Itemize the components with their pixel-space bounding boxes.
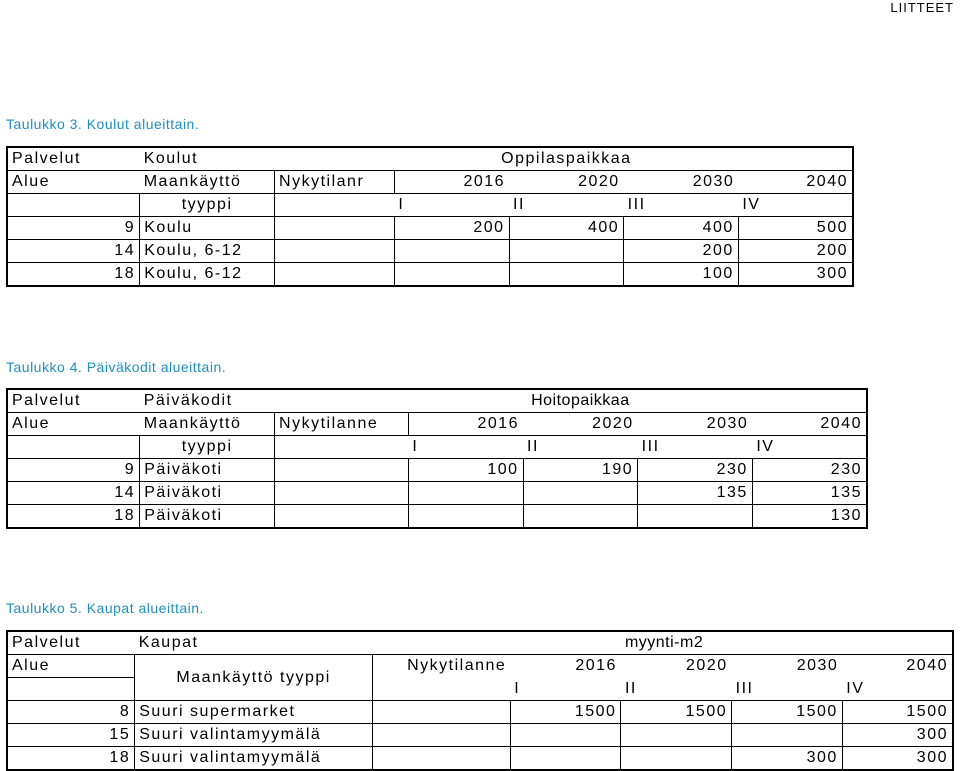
- header-phase-iv: IV: [752, 436, 867, 459]
- header-phase-i: I: [394, 194, 509, 217]
- header-alue: Alue: [12, 415, 51, 432]
- header-oppilaspaikkaa: Oppilaspaikkaa: [394, 147, 738, 171]
- header-phase-iii: III: [638, 436, 753, 459]
- area-cell: 14: [7, 482, 140, 505]
- value-2040: 230: [752, 459, 867, 482]
- header-kaupat: Kaupat: [135, 631, 373, 655]
- value-2016: 200: [394, 217, 509, 240]
- value-2020: 1500: [621, 701, 732, 724]
- table5-header-row-1: [7, 631, 953, 655]
- table4-header-row-2: [7, 413, 867, 436]
- value-2030: [638, 505, 753, 529]
- type-cell: Suuri valintamyymälä: [135, 747, 373, 771]
- area-cell: 18: [7, 747, 135, 771]
- table3-header-row-2: [7, 171, 853, 194]
- table4-header-row-1: [7, 389, 867, 413]
- header-phase-iii: III: [732, 678, 843, 701]
- header-alue: Alue: [7, 655, 135, 678]
- type-cell: Päiväkoti: [140, 482, 275, 505]
- header-maankaytto: Maankäyttö: [140, 171, 275, 194]
- type-cell: Suuri supermarket: [135, 701, 373, 724]
- value-2016: [510, 724, 621, 747]
- header-paivakodit: Päiväkodit: [140, 389, 275, 413]
- value-2030: 135: [638, 482, 753, 505]
- current-cell: [275, 505, 409, 529]
- header-2030: 2030: [796, 657, 839, 675]
- value-2016: [394, 240, 509, 263]
- table-row: [7, 459, 867, 482]
- type-cell: Päiväkoti: [140, 459, 275, 482]
- header-phase-iv: IV: [738, 194, 853, 217]
- value-2030: 400: [624, 217, 739, 240]
- header-2016: 2016: [463, 173, 506, 190]
- type-cell: Koulu: [140, 217, 275, 240]
- value-2020: [523, 482, 638, 505]
- value-2030: 200: [624, 240, 739, 263]
- value-2020: [621, 724, 732, 747]
- table-row: [7, 724, 953, 747]
- current-cell: [372, 701, 510, 724]
- value-2016: [408, 482, 523, 505]
- header-tyyppi: tyyppi: [140, 436, 275, 459]
- page-label: LIITTEET: [890, 0, 954, 15]
- value-2030: 1500: [732, 701, 843, 724]
- value-2030: 100: [624, 263, 739, 287]
- area-cell: 18: [7, 263, 140, 287]
- table-row: [7, 747, 953, 771]
- area-cell: 18: [7, 505, 140, 529]
- header-2030: 2030: [706, 415, 749, 432]
- type-cell: Suuri valintamyymälä: [135, 724, 373, 747]
- table-row: [7, 240, 853, 263]
- value-2030: 300: [732, 747, 843, 771]
- table-row: [7, 263, 853, 287]
- value-2040: 300: [842, 724, 953, 747]
- value-2040: 200: [738, 240, 853, 263]
- header-alue: Alue: [12, 173, 51, 190]
- value-2040: 135: [752, 482, 867, 505]
- value-2020: 190: [523, 459, 638, 482]
- header-2040: 2040: [806, 173, 848, 190]
- header-palvelut: Palvelut: [7, 147, 140, 171]
- header-2016: 2016: [477, 415, 520, 432]
- header-phase-ii: II: [523, 436, 638, 459]
- table-row: [7, 505, 867, 529]
- header-phase-iv: IV: [842, 678, 953, 701]
- type-cell: Päiväkoti: [140, 505, 275, 529]
- header-2040: 2040: [820, 415, 862, 432]
- current-cell: [275, 263, 395, 287]
- value-2020: [509, 240, 624, 263]
- current-cell: [372, 747, 510, 771]
- table4: [6, 388, 868, 529]
- value-2030: [732, 724, 843, 747]
- header-myynti-m2: myynti-m2: [621, 631, 842, 655]
- header-phase-iii: III: [624, 194, 739, 217]
- value-2030: 230: [638, 459, 753, 482]
- current-cell: [275, 240, 395, 263]
- table5-caption: Taulukko 5. Kaupat alueittain.: [6, 600, 204, 616]
- value-2040: 300: [916, 749, 948, 766]
- value-2016: [510, 747, 621, 771]
- table4-caption: Taulukko 4. Päiväkodit alueittain.: [6, 359, 227, 375]
- table5: [6, 630, 954, 771]
- header-2040: 2040: [906, 657, 948, 675]
- value-2040: 130: [830, 507, 862, 524]
- value-2040: 1500: [842, 701, 953, 724]
- current-cell: [275, 217, 395, 240]
- header-phase-i: I: [510, 678, 621, 701]
- value-2016: 1500: [510, 701, 621, 724]
- header-2020: 2020: [592, 415, 634, 432]
- header-phase-ii: II: [509, 194, 624, 217]
- type-cell: Koulu, 6-12: [140, 263, 275, 287]
- header-2020: 2020: [686, 657, 728, 675]
- header-hoitopaikkaa: Hoitopaikkaa: [408, 389, 752, 413]
- header-maankaytto-tyyppi: Maankäyttö tyyppi: [135, 655, 373, 701]
- header-nykytilanne: Nykytilanne: [275, 413, 409, 436]
- area-cell: 9: [7, 459, 140, 482]
- current-cell: [275, 482, 409, 505]
- table3-header-row-3: [7, 194, 853, 217]
- value-2020: 400: [509, 217, 624, 240]
- header-nykytilanne: Nykytilanne: [407, 657, 507, 675]
- area-cell: 15: [7, 724, 135, 747]
- table-row: [7, 701, 953, 724]
- header-2020: 2020: [578, 173, 620, 190]
- area-cell: 9: [7, 217, 140, 240]
- type-cell: Koulu, 6-12: [140, 240, 275, 263]
- header-palvelut: Palvelut: [7, 389, 140, 413]
- header-tyyppi: tyyppi: [140, 194, 275, 217]
- value-2020: [509, 263, 624, 287]
- header-palvelut: Palvelut: [7, 631, 135, 655]
- table3: [6, 146, 854, 287]
- value-2016: [408, 505, 523, 529]
- value-2020: [523, 505, 638, 529]
- value-2040: 300: [816, 265, 848, 282]
- table3-caption: Taulukko 3. Koulut alueittain.: [6, 116, 200, 132]
- current-cell: [275, 459, 409, 482]
- current-cell: [372, 724, 510, 747]
- value-2016: [394, 263, 509, 287]
- table-row: [7, 217, 853, 240]
- value-2020: [621, 747, 732, 771]
- area-cell: 14: [7, 240, 140, 263]
- value-2016: 100: [408, 459, 523, 482]
- header-phase-i: I: [408, 436, 523, 459]
- table-row: [7, 482, 867, 505]
- header-maankaytto: Maankäyttö: [140, 413, 275, 436]
- header-koulut: Koulut: [140, 147, 275, 171]
- area-cell: 8: [7, 701, 135, 724]
- value-2040: 500: [738, 217, 853, 240]
- header-2016: 2016: [575, 657, 617, 675]
- table4-header-row-3: [7, 436, 867, 459]
- table5-header-row-2: [7, 655, 953, 678]
- header-nykytilanne: Nykytilanr: [275, 171, 395, 194]
- header-2030: 2030: [692, 173, 735, 190]
- header-phase-ii: II: [621, 678, 732, 701]
- table3-header-row-1: [7, 147, 853, 171]
